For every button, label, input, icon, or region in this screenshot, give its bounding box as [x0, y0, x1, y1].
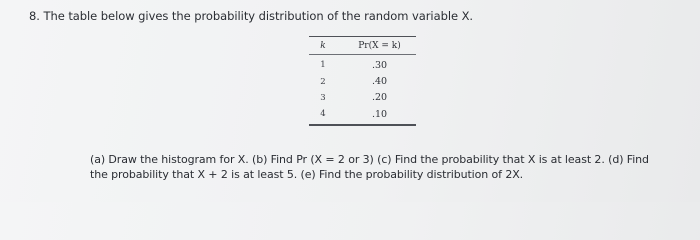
cell-k: 2	[320, 76, 326, 87]
instructions-line-1: (a) Draw the histogram for X. (b) Find Pr (X = 2 or 3) (c) Find the probability that X is at least 2. (d) Find	[90, 153, 649, 166]
table-body	[309, 55, 416, 124]
instructions-line-2: the probability that X + 2 is at least 5. (e) Find the probability distribution of 2X.	[90, 167, 524, 181]
probability-table	[309, 36, 416, 126]
table-header-row	[309, 37, 416, 54]
table-row	[309, 90, 416, 106]
cell-k: 3	[320, 92, 326, 103]
cell-probability: .10	[371, 108, 388, 120]
cell-probability: .30	[371, 59, 388, 71]
header-probability: Pr(X = k)	[358, 40, 401, 51]
table-bottom-rule	[309, 124, 416, 125]
cell-probability: .20	[371, 92, 388, 104]
question-title: 8. The table below gives the probability distribution of the random variable X.	[29, 9, 474, 23]
cell-probability: .40	[371, 76, 388, 88]
table-row	[309, 106, 416, 122]
cell-k: 1	[320, 60, 326, 71]
table-row	[309, 74, 416, 90]
header-k: k	[320, 40, 326, 51]
question-instructions	[90, 153, 690, 182]
cell-k: 4	[320, 109, 326, 120]
table-row	[309, 57, 416, 73]
